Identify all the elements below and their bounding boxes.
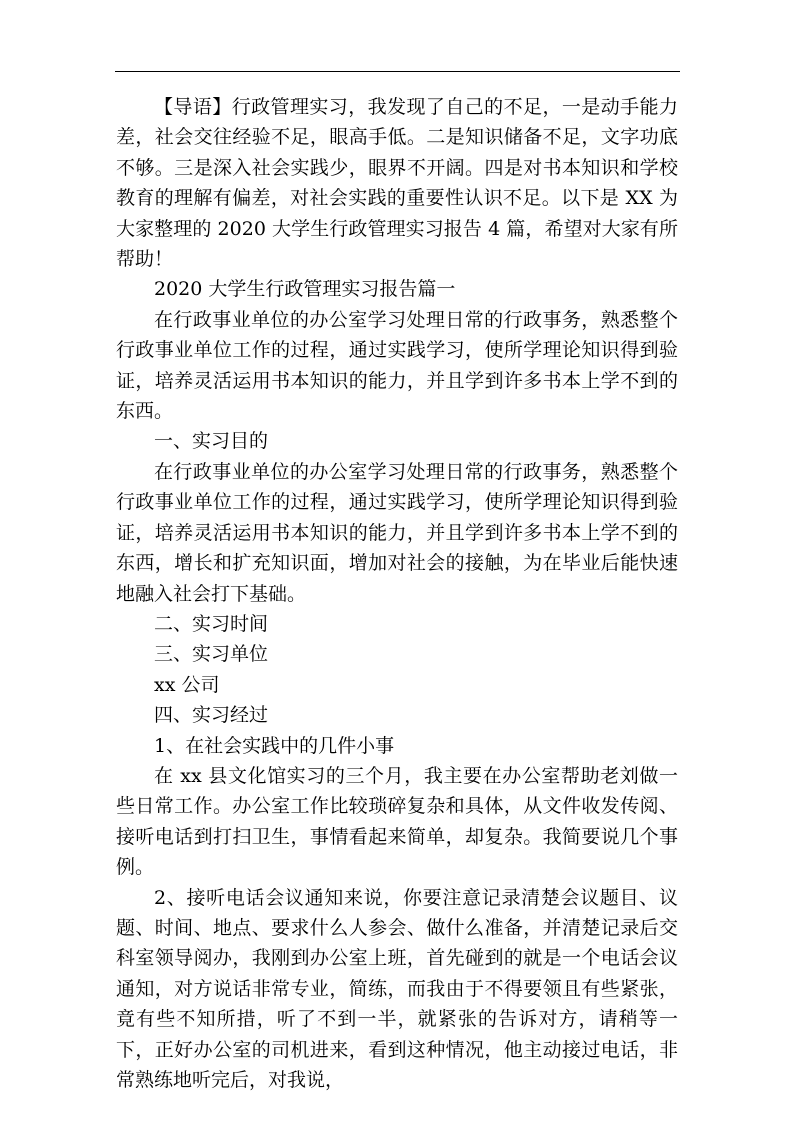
body-paragraph: xx 公司 xyxy=(154,673,220,696)
section-heading: 二、实习时间 xyxy=(154,612,269,635)
body-paragraph: 在行政事业单位的办公室学习处理日常的行政事务，熟悉整个行政事业单位工作的过程，通过实践学习，使所学理论知识得到验证，培养灵活运用书本知识的能力，并且学到许多书本上学不到的东西。 xyxy=(116,308,678,423)
report-title: 2020 大学生行政管理实习报告篇一 xyxy=(154,278,456,301)
section-heading: 一、实习目的 xyxy=(154,430,269,453)
body-paragraph: 2、接听电话会议通知来说，你要注意记录清楚会议题目、议题、时间、地点、要求什么人参会、做什么准备，并清楚记录后交科室领导阅办，我刚到办公室上班，首先碰到的就是一个电话会议通知，对方说话非常专业，简练，而我由于不得要领且有些紧张，竟有些不知所措，听了不到一半，就紧张的告诉对方，请稍等一下，正好办公室的司机进来，看到这种情况，他主动接过电话，非常熟练地听完后，对我说， xyxy=(116,886,678,1091)
section-heading: 四、实习经过 xyxy=(154,704,269,727)
body-paragraph: 在行政事业单位的办公室学习处理日常的行政事务，熟悉整个行政事业单位工作的过程，通过实践学习，使所学理论知识得到验证，培养灵活运用书本知识的能力，并且学到许多书本上学不到的东西，增长和扩充知识面，增加对社会的接触，为在毕业后能快速地融入社会打下基础。 xyxy=(116,460,678,605)
header-rule xyxy=(115,71,680,72)
subsection-heading: 1、在社会实践中的几件小事 xyxy=(154,734,395,757)
section-heading: 三、实习单位 xyxy=(154,643,269,666)
intro-paragraph: 【导语】行政管理实习，我发现了自己的不足，一是动手能力差，社会交往经验不足，眼高手低。二是知识储备不足，文字功底不够。三是深入社会实践少，眼界不开阔。四是对书本知识和学校教育的理解有偏差，对社会实践的重要性认识不足。以下是 XX 为大家整理的 2020 大学生行政管理实习报告 4 篇，希望对大家有所帮助！ xyxy=(116,96,678,271)
document-body xyxy=(116,92,678,1095)
body-paragraph: 在 xx 县文化馆实习的三个月，我主要在办公室帮助老刘做一些日常工作。办公室工作比较琐碎复杂和具体，从文件收发传阅、接听电话到打扫卫生，事情看起来简单，却复杂。我简要说几个事例。 xyxy=(116,764,678,879)
